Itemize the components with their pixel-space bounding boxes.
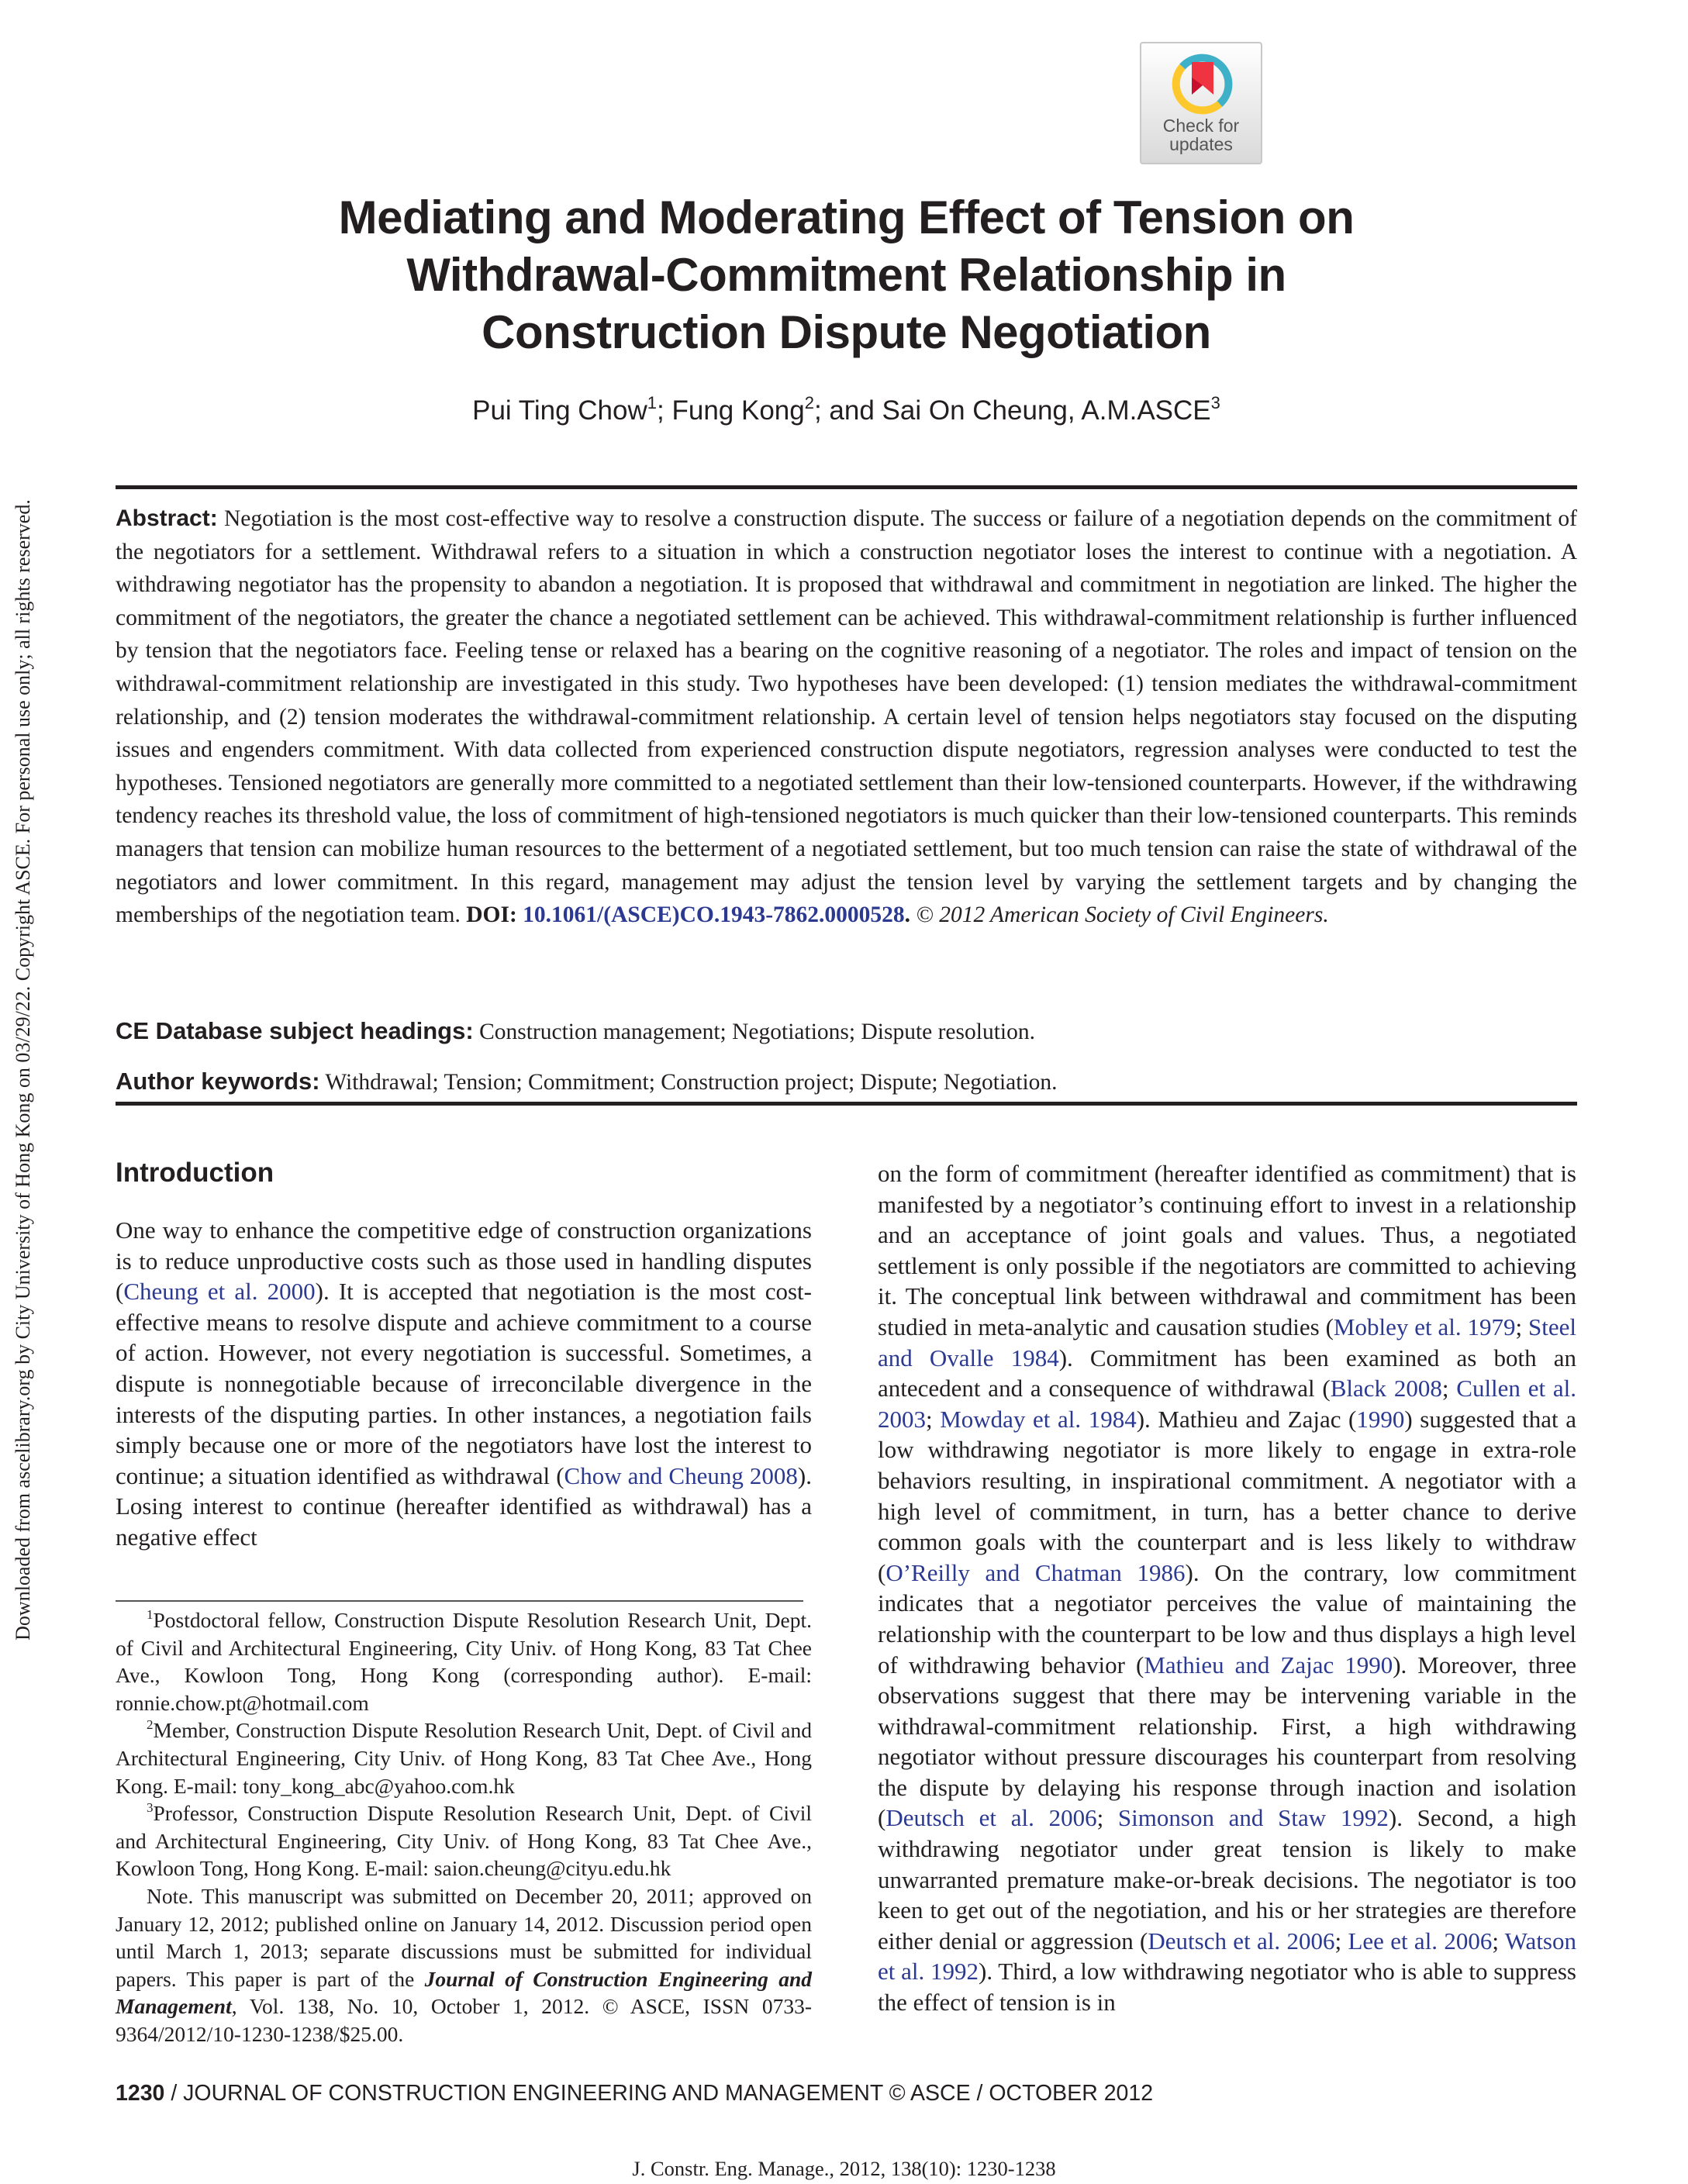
page-footer [116, 2079, 1153, 2107]
subject-headings [116, 1016, 1577, 1047]
body-text: ; [1441, 1375, 1457, 1403]
body-text: ). Moreover, three observations suggest that there may be intervening variable in the withdrawal-commitment relationship. First, a high withdrawing negotiator without pressure discourages his counterpart from resolving the dispute by delaying his response through inaction and isolation ( [878, 1651, 1576, 1832]
citation-link[interactable]: Cheung et al. 2000 [123, 1278, 316, 1306]
journal-running-footer: / JOURNAL OF CONSTRUCTION ENGINEERING AND MANAGEMENT © ASCE / OCTOBER 2012 [164, 2081, 1154, 2106]
section-heading: Introduction [116, 1158, 274, 1188]
journal-name: Journal of Construction Engineering and Management [116, 1966, 812, 2019]
divider [116, 485, 1577, 489]
body-text: ). Third, a low withdrawing negotiator who is able to suppress the effect of tension is in [878, 1958, 1577, 2017]
paragraph [878, 1158, 1576, 2018]
affiliation-mark: 2 [804, 393, 814, 412]
citation-link[interactable]: Deutsch et al. 2006 [885, 1804, 1097, 1832]
check-for-updates-label: Check for updates [1162, 116, 1240, 154]
author-keywords [116, 1066, 1577, 1098]
citation-link[interactable]: Simonson and Staw 1992 [1117, 1804, 1389, 1832]
body-column-left [116, 1215, 812, 1553]
abstract-label: Abstract: [116, 505, 218, 531]
submission-note: Note. This manuscript was submitted on December 20, 2011; approved on January 12, 2012; published online on January 14, 2012. Discussion period open until March 1, 2013; separate discussions must be submitted for individual papers. This paper is part of the Journal of Construction Engineering and Management, Vol. 138, No. 10, October 1, 2012. © ASCE, ISSN 0733-9364/2012/10-1230-1238/$25.00. [116, 1883, 812, 2046]
citation-line: J. Constr. Eng. Manage., 2012, 138(10): 1230-1238 [632, 2157, 1056, 2180]
body-text: ). Losing interest to continue (hereafter identified as withdrawal) has a negative effect [116, 1461, 812, 1551]
footnote: $^3$Professor, Construction Dispute Resolution Research Unit, Dept. of Civil and Architectural Engineering, City Univ. of Hong Kong, 83 Tat Chee Ave., Kowloon Tong, Hong Kong. E-mail: saion.cheung@cityu.edu.hk [116, 1800, 812, 1881]
citation-link[interactable]: Mobley et al. 1979 [1333, 1313, 1516, 1340]
paper-title [116, 189, 1576, 361]
subject-headings-label: CE Database subject headings: [116, 1017, 474, 1044]
download-notice: Downloaded from ascelibrary.org by City University of Hong Kong on 03/29/22. Copyright ASCE. For personal use only; all rights reserved. [12, 499, 34, 1641]
title-line: Mediating and Moderating Effect of Tension on [338, 191, 1355, 243]
citation-link[interactable]: Lee et al. 2006 [1348, 1927, 1493, 1955]
author-keywords-value: Withdrawal; Tension; Commitment; Construction project; Dispute; Negotiation. [319, 1070, 1058, 1095]
body-text: ). Commitment has been examined as both an antecedent and a consequence of withdrawal ( [878, 1344, 1576, 1403]
body-text: ; [1492, 1927, 1505, 1955]
title-line: Construction Dispute Negotiation [482, 306, 1211, 358]
citation-link[interactable]: Cullen et al. 2003 [878, 1375, 1576, 1433]
citation-link[interactable]: Steel and Ovalle 1984 [878, 1313, 1576, 1371]
affiliation-mark: 1 [647, 393, 658, 412]
author-list: Pui Ting Chow$^1$; Fung Kong$^2$; and Sai On Cheung, A.M.ASCE$^3$ [472, 393, 1220, 426]
author-name: Fung Kong [671, 395, 805, 426]
citation-link[interactable]: 1990 [1356, 1405, 1405, 1433]
footnote: $^2$Member, Construction Dispute Resolution Research Unit, Dept. of Civil and Architectural Engineering, City Univ. of Hong Kong, 83 Tat Chee Ave., Hong Kong. E-mail: tony_kong_abc@yahoo.com.hk [116, 1717, 812, 1798]
body-text: One way to enhance the competitive edge of construction organizations is to reduce unproductive costs such as those used in handling disputes ( [116, 1216, 812, 1306]
citation-link[interactable]: Mathieu and Zajac 1990 [1144, 1651, 1393, 1679]
title-line: Withdrawal-Commitment Relationship in [406, 249, 1286, 301]
crossmark-icon [1172, 51, 1234, 115]
footnote: $^1$Postdoctoral fellow, Construction Dispute Resolution Research Unit, Dept. of Civil and Architectural Engineering, City Univ. of Hong Kong, 83 Tat Chee Ave., Kowloon Tong, Hong Kong (corresponding author). E-mail: ronnie.chow.pt@hotmail.com [116, 1607, 812, 1715]
body-text: ). It is accepted that negotiation is the most cost-effective means to resolve dispute and achieve commitment to a course of action. However, not every negotiation is successful. Sometimes, a dispute is nonnegotiable because of irreconcilable divergence in the interests of the disputing parties. In other instances, a negotiation fails simply because one or more of the negotiators have lost the interest to continue; a situation identified as withdrawal ( [116, 1278, 812, 1489]
footnotes [116, 1606, 812, 2048]
body-text: ; [1096, 1804, 1118, 1832]
body-column-right [878, 1158, 1576, 2018]
check-for-updates-button[interactable] [1140, 42, 1262, 164]
subject-headings-value: Construction management; Negotiations; Dispute resolution. [473, 1020, 1035, 1044]
paragraph [116, 1215, 812, 1553]
abstract-text: Negotiation is the most cost-effective way to resolve a construction dispute. The success or failure of a negotiation depends on the commitment of the negotiators for a settlement. Withdrawal refers to a situation in which a construction negotiator loses the interest to continue with a negotiation. A withdrawing negotiator has the propensity to abandon a negotiation. It is proposed that withdrawal and commitment in negotiation are linked. The higher the commitment of the negotiators, the greater the chance a negotiated settlement can be achieved. This withdrawal-commitment relationship is further influenced by tension that the negotiators face. Feeling tense or relaxed has a bearing on the cognitive reasoning of a negotiator. The roles and impact of tension on the withdrawal-commitment relationship are investigated in this study. Two hypotheses have been developed: (1) tension mediates the withdrawal-commitment relationship, and (2) tension moderates the withdrawal-commitment relationship. A certain level of tension helps negotiators stay focused on the disputing issues and engenders commitment. With data collected from experienced construction dispute negotiators, regression analyses were conducted to test the hypotheses. Tensioned negotiators are generally more committed to a negotiated settlement than their low-tensioned counterparts. However, if the withdrawing tendency reaches its threshold value, the loss of commitment of high-tensioned negotiators is much quicker than their low-tensioned counterparts. This reminds managers that tension can mobilize human resources to the betterment of a negotiated settlement, but too much tension can raise the state of withdrawal of the negotiators and lower commitment. In this regard, management may adjust the tension level by varying the settlement targets and by changing the memberships of the negotiation team. [116, 506, 1577, 928]
citation-link[interactable]: Chow and Cheung 2008 [564, 1461, 798, 1489]
citation-link[interactable]: Deutsch et al. 2006 [1148, 1927, 1335, 1955]
footnote-divider [116, 1600, 803, 1602]
abstract: Abstract: Negotiation is the most cost-effective way to resolve a construction dispute. The success or failure of a negotiation depends on the commitment of the negotiators for a settlement. Withdrawal refers to a situation in which a construction negotiator loses the interest to continue with a negotiation. A withdrawing negotiator has the propensity to abandon a negotiation. It is proposed that withdrawal and commitment in negotiation are linked. The higher the commitment of the negotiators, the greater the chance a negotiated settlement can be achieved. This withdrawal-commitment relationship is further influenced by tension that the negotiators face. Feeling tense or relaxed has a bearing on the cognitive reasoning of a negotiator. The roles and impact of tension on the withdrawal-commitment relationship are investigated in this study. Two hypotheses have been developed: (1) tension mediates the withdrawal-commitment relationship, and (2) tension moderates the withdrawal-commitment relationship. A certain level of tension helps negotiators stay focused on the disputing issues and engenders commitment. With data collected from experienced construction dispute negotiators, regression analyses were conducted to test the hypotheses. Tensioned negotiators are generally more committed to a negotiated settlement than their low-tensioned counterparts. However, if the withdrawing tendency reaches its threshold value, the loss of commitment of high-tensioned negotiators is much quicker than their low-tensioned counterparts. This reminds managers that tension can mobilize human resources to the betterment of a negotiated settlement, but too much tension can raise the state of withdrawal of the negotiators and lower commitment. In this regard, management may adjust the tension level by varying the settlement targets and by changing the memberships of the negotiation team. DOI: 10.1061/(ASCE)CO.1943-7862.0000528. © 2012 American Society of Civil Engineers. [116, 505, 1577, 928]
body-text: ; [1334, 1927, 1348, 1955]
copyright-notice: © 2012 American Society of Civil Engineers. [910, 902, 1329, 928]
citation-link[interactable]: Black 2008 [1330, 1375, 1442, 1403]
affiliation-mark: 3 [1210, 393, 1220, 412]
body-text: ; [1515, 1313, 1528, 1340]
doi-link[interactable]: 10.1061/(ASCE)CO.1943-7862.0000528 [523, 902, 905, 928]
body-text: ; [926, 1405, 941, 1433]
doi-label: DOI: [466, 902, 517, 928]
body-text: ) suggested that a low withdrawing negotiator is more likely to engage in extra-role behaviors resulting, in inspirational commitment. A negotiator with a high level of commitment, in turn, has a better chance to derive common goals with the counterpart and is less likely to withdraw ( [878, 1405, 1576, 1586]
body-text: on the form of commitment (hereafter identified as commitment) that is manifested by a negotiator’s continuing effort to invest in a relationship and an acceptance of joint goals and values. Thus, a negotiated settlement is only possible if the negotiators are committed to achieving it. The conceptual link between withdrawal and commitment has been studied in meta-analytic and causation studies ( [878, 1160, 1576, 1340]
page-number: 1230 [116, 2081, 165, 2106]
body-text: ). On the contrary, low commitment indicates that a negotiator perceives the value of maintaining the relationship with the counterpart to be low and thus displays a high level of withdrawing behavior ( [878, 1558, 1576, 1679]
citation-link[interactable]: O’Reilly and Chatman 1986 [885, 1558, 1186, 1586]
citation-link[interactable]: Mowday et al. 1984 [940, 1405, 1137, 1433]
author-name: Pui Ting Chow [472, 395, 647, 426]
body-text: ). Second, a high withdrawing negotiator under great tension is likely to make unwarranted premature make-or-break decisions. The negotiator is too keen to get out of the negotiation, and his or her strategies are therefore either denial or aggression ( [878, 1804, 1576, 1955]
author-keywords-label: Author keywords: [116, 1068, 320, 1095]
citation-link[interactable]: Watson et al. 1992 [878, 1927, 1576, 1986]
body-text: ). Mathieu and Zajac ( [1136, 1405, 1357, 1433]
divider [116, 1102, 1577, 1106]
author-name: Sai On Cheung, A.M.ASCE [882, 395, 1211, 426]
